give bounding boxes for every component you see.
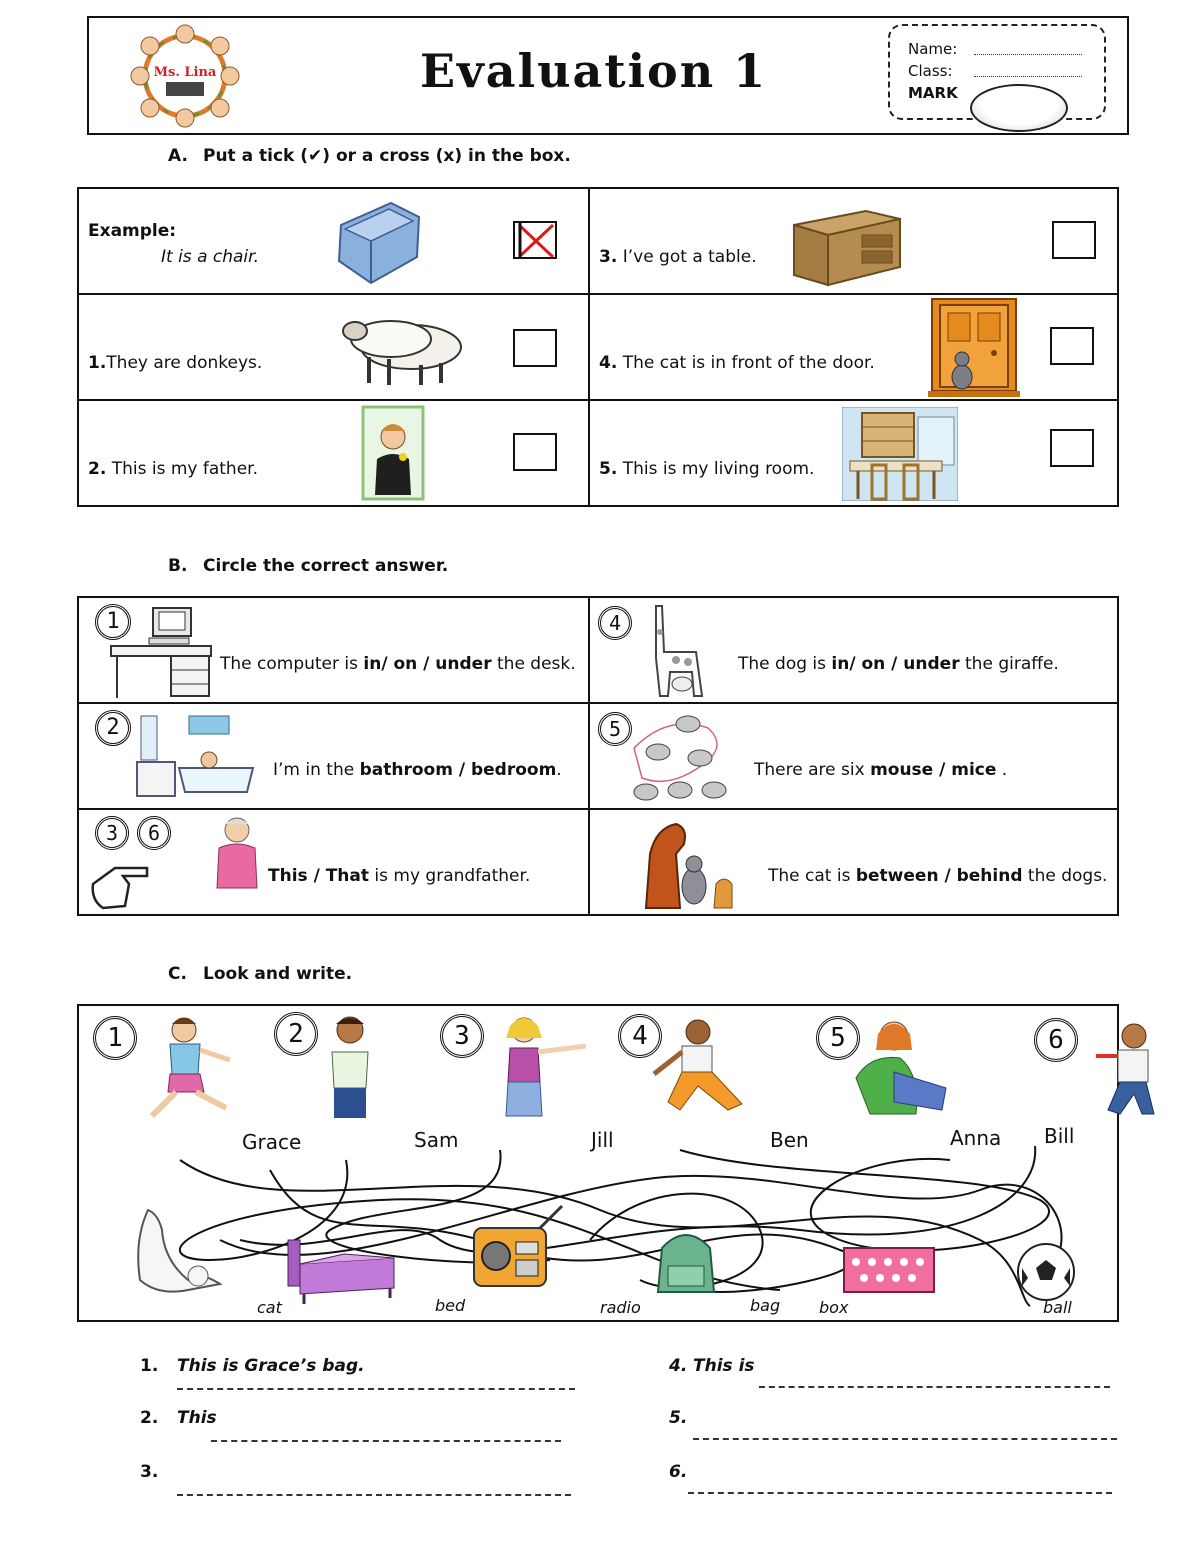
dogs-cat-picture bbox=[636, 814, 736, 910]
door-cat-picture bbox=[928, 297, 1020, 397]
question-1: 1.They are donkeys. bbox=[88, 353, 263, 373]
question-cell-4 bbox=[589, 294, 1118, 400]
living-room-picture bbox=[842, 407, 958, 501]
c-number-2: 2 bbox=[274, 1012, 318, 1056]
grace-picture bbox=[140, 1012, 244, 1124]
sentence-5-number: 5. bbox=[669, 1408, 688, 1428]
checkbox-4[interactable] bbox=[1050, 327, 1094, 365]
label-box: box bbox=[819, 1298, 849, 1317]
ben-picture bbox=[650, 1016, 750, 1112]
sheep-picture bbox=[335, 309, 465, 389]
b-number-1: 1 bbox=[95, 604, 131, 640]
question-cell-3 bbox=[589, 188, 1118, 294]
checkbox-1[interactable] bbox=[513, 329, 557, 367]
b-cell-4 bbox=[589, 597, 1118, 703]
name-ben: Ben bbox=[770, 1128, 809, 1152]
sentence-4-number: 4. bbox=[669, 1356, 688, 1376]
section-b-heading: B. Circle the correct answer. bbox=[168, 556, 449, 576]
b-number-6: 6 bbox=[137, 816, 171, 850]
b-sentence-6: The cat is between / behind the dogs. bbox=[768, 866, 1108, 886]
sentence-2-number: 2. bbox=[140, 1408, 159, 1428]
name-field[interactable] bbox=[974, 54, 1082, 55]
example-sentence: It is a chair. bbox=[161, 247, 259, 267]
cat-picture bbox=[128, 1200, 226, 1302]
sentence-3-number: 3. bbox=[140, 1462, 159, 1482]
radio-picture bbox=[470, 1204, 570, 1288]
class-label: Class: bbox=[908, 62, 953, 80]
mice-picture bbox=[628, 708, 732, 806]
name-sam: Sam bbox=[414, 1128, 459, 1152]
name-bill: Bill bbox=[1044, 1124, 1075, 1148]
c-number-4: 4 bbox=[618, 1014, 662, 1058]
anna-picture bbox=[850, 1014, 960, 1120]
page-title: Evaluation 1 bbox=[420, 44, 768, 98]
b-cell-3 bbox=[78, 809, 589, 915]
b-cell-1 bbox=[78, 597, 589, 703]
name-anna: Anna bbox=[950, 1126, 1002, 1150]
label-cat: cat bbox=[257, 1298, 282, 1317]
name-grace: Grace bbox=[242, 1130, 302, 1154]
question-cell-2 bbox=[78, 400, 589, 506]
cross-mark-icon bbox=[515, 223, 555, 257]
example-cell bbox=[78, 188, 589, 294]
b-cell-2 bbox=[78, 703, 589, 809]
b-cell-5 bbox=[589, 703, 1118, 809]
example-checkbox[interactable] bbox=[513, 221, 557, 259]
b-sentence-1: The computer is in/ on / under the desk. bbox=[220, 654, 576, 674]
c-number-5: 5 bbox=[816, 1016, 860, 1060]
question-2: 2. This is my father. bbox=[88, 459, 258, 479]
sentence-1-text: This is Grace’s bag. bbox=[177, 1356, 365, 1376]
mark-label: MARK bbox=[908, 84, 958, 102]
c-number-6: 6 bbox=[1034, 1018, 1078, 1062]
teacher-logo bbox=[100, 24, 270, 128]
b-number-4: 4 bbox=[598, 606, 632, 640]
b-sentence-4: The dog is in/ on / under the giraffe. bbox=[738, 654, 1059, 674]
grandfather-picture bbox=[211, 814, 263, 890]
answer-line-1[interactable] bbox=[177, 1388, 575, 1390]
computer-desk-picture bbox=[109, 604, 215, 700]
b-sentence-5: There are six mouse / mice . bbox=[754, 760, 1008, 780]
b-cell-6 bbox=[589, 809, 1118, 915]
name-jill: Jill bbox=[591, 1128, 614, 1152]
sentence-4-text: This is bbox=[693, 1356, 755, 1376]
b-number-5: 5 bbox=[598, 712, 632, 746]
question-cell-1 bbox=[78, 294, 589, 400]
box-picture bbox=[842, 1246, 936, 1296]
giraffe-dog-picture bbox=[636, 602, 720, 700]
checkbox-2[interactable] bbox=[513, 433, 557, 471]
table-picture bbox=[790, 207, 904, 289]
section-c-heading: C. Look and write. bbox=[168, 964, 353, 984]
student-info-box bbox=[888, 24, 1106, 120]
sentence-2-text: This bbox=[177, 1408, 217, 1428]
bed-picture bbox=[284, 1236, 398, 1306]
example-label: Example: bbox=[88, 221, 177, 241]
jill-picture bbox=[490, 1012, 590, 1122]
answer-line-6[interactable] bbox=[688, 1492, 1112, 1494]
armchair-picture bbox=[331, 195, 427, 287]
c-number-3: 3 bbox=[440, 1014, 484, 1058]
checkbox-5[interactable] bbox=[1050, 429, 1094, 467]
b-sentence-3: This / That is my grandfather. bbox=[268, 866, 531, 886]
bathroom-picture bbox=[135, 712, 257, 802]
ball-picture bbox=[1014, 1240, 1078, 1304]
section-b-table bbox=[77, 596, 1119, 916]
section-a-heading: A. Put a tick (✔) or a cross (x) in the box. bbox=[168, 146, 571, 166]
b-number-3: 3 bbox=[95, 816, 129, 850]
bag-picture bbox=[652, 1226, 720, 1296]
pointing-hand-icon bbox=[85, 854, 155, 914]
label-bed: bed bbox=[435, 1296, 466, 1315]
father-picture bbox=[361, 405, 425, 501]
answer-line-4[interactable] bbox=[759, 1386, 1110, 1388]
question-4: 4. The cat is in front of the door. bbox=[599, 353, 875, 373]
b-sentence-2: I’m in the bathroom / bedroom. bbox=[273, 760, 562, 780]
logo-text: Ms. Lina bbox=[153, 65, 217, 80]
b-number-2: 2 bbox=[95, 710, 131, 746]
sam-picture bbox=[318, 1012, 382, 1122]
answer-line-2[interactable] bbox=[211, 1440, 561, 1442]
answer-line-5[interactable] bbox=[693, 1438, 1117, 1440]
question-5: 5. This is my living room. bbox=[599, 459, 815, 479]
checkbox-3[interactable] bbox=[1052, 221, 1096, 259]
question-cell-5 bbox=[589, 400, 1118, 506]
label-radio: radio bbox=[600, 1298, 641, 1317]
section-a-table bbox=[77, 187, 1119, 507]
answer-line-3[interactable] bbox=[177, 1494, 571, 1496]
bill-picture bbox=[1090, 1020, 1166, 1116]
c-number-1: 1 bbox=[93, 1016, 137, 1060]
tangled-lines bbox=[80, 1140, 1116, 1310]
label-ball: ball bbox=[1043, 1298, 1072, 1317]
label-bag: bag bbox=[750, 1296, 781, 1315]
sentence-6-number: 6. bbox=[669, 1462, 688, 1482]
mark-oval[interactable] bbox=[970, 84, 1068, 132]
name-label: Name: bbox=[908, 40, 958, 58]
question-3: 3. I’ve got a table. bbox=[599, 247, 757, 267]
class-field[interactable] bbox=[974, 76, 1082, 77]
sentence-1-number: 1. bbox=[140, 1356, 159, 1376]
